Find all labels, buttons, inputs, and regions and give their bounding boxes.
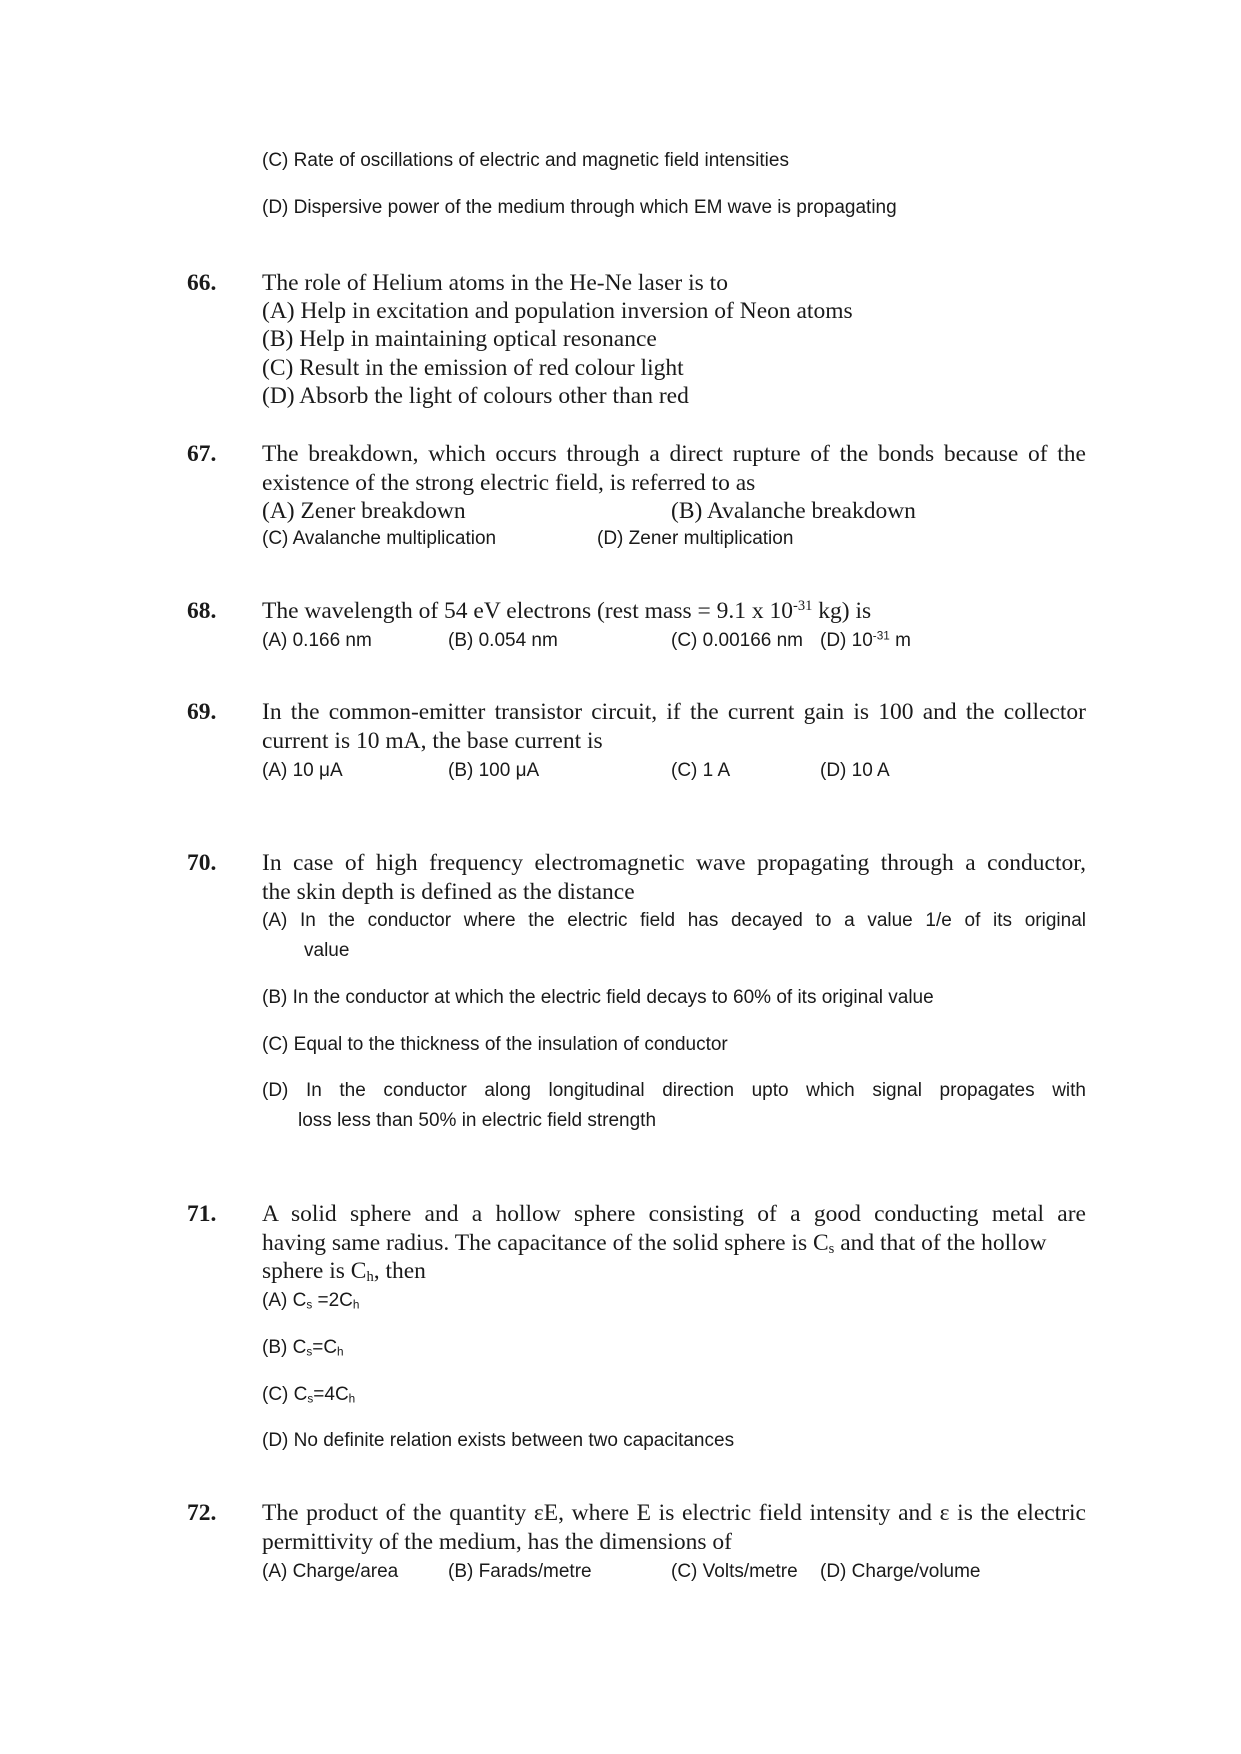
q66-option-d: (D) Absorb the light of colours other than red [262,383,689,409]
q70-option-a-line2: value [304,940,350,961]
q70-option-d-line2: loss less than 50% in electric field strength [298,1110,657,1131]
q65-option-d: (D) Dispersive power of the medium through which EM wave is propagating [262,197,897,218]
q67-number: 67. [187,441,217,467]
q71-number: 71. [187,1201,217,1227]
q67-stem-line2: existence of the strong electric field, is referred to as [262,470,756,496]
q72-stem-line2: permittivity of the medium, has the dimensions of [262,1529,732,1555]
q70-stem-line2: the skin depth is defined as the distance [262,879,635,905]
q69-option-a: (A) 10 μA [262,760,343,781]
q72-option-d: (D) Charge/volume [820,1561,981,1582]
q68-stem: The wavelength of 54 eV electrons (rest mass = 9.1 x $10^{-31}$ kg) is [262,598,872,624]
q69-stem-line2: current is 10 mA, the base current is [262,728,603,754]
q71-stem-line3: sphere is $C_h$, then [262,1258,426,1285]
q71-option-a: (A) $C_s =2C_h$ [262,1290,360,1312]
q71-stem-line1: A solid sphere and a hollow sphere consisting of a good conducting metal are [262,1201,1086,1227]
q66-stem: The role of Helium atoms in the He-Ne laser is to [262,270,728,296]
q68-option-b: (B) 0.054 nm [448,630,558,651]
q71-option-d: (D) No definite relation exists between two capacitances [262,1430,735,1451]
q67-option-a: (A) Zener breakdown [262,498,466,524]
q69-option-c: (C) 1 A [671,760,731,781]
q70-number: 70. [187,850,217,876]
q72-option-c: (C) Volts/metre [671,1561,798,1582]
q72-number: 72. [187,1500,217,1526]
q69-number: 69. [187,699,217,725]
q71-option-b: (B) $C_s=C_h$ [262,1337,344,1359]
q68-number: 68. [187,598,217,624]
q66-option-a: (A) Help in excitation and population inversion of Neon atoms [262,298,853,324]
q68-option-d: (D) $10^{-31}$ m [820,629,911,651]
q68-option-a: (A) 0.166 nm [262,630,372,651]
q70-option-b: (B) In the conductor at which the electric field decays to 60% of its original value [262,987,934,1008]
q69-option-b: (B) 100 μA [448,760,540,781]
q67-option-b: (B) Avalanche breakdown [671,498,916,524]
q72-stem-line1: The product of the quantity εE, where E is electric field intensity and ε is the electric [262,1500,1086,1526]
q66-number: 66. [187,270,217,296]
q70-option-c: (C) Equal to the thickness of the insulation of conductor [262,1034,728,1055]
q69-stem-line1: In the common-emitter transistor circuit, if the current gain is 100 and the collector [262,699,1086,725]
q70-option-d-line1: (D) In the conductor along longitudinal direction upto which signal propagates with [262,1080,1086,1101]
q66-option-b: (B) Help in maintaining optical resonance [262,326,657,352]
q68-option-c: (C) 0.00166 nm [671,630,804,651]
q70-stem-line1: In case of high frequency electromagnetic wave propagating through a conductor, [262,850,1086,876]
q71-stem-line2: having same radius. The capacitance of the solid sphere is $C_s$ and that of the hollow [262,1230,1047,1257]
q71-option-c: (C) $C_s=4C_h$ [262,1384,356,1406]
q67-stem-line1: The breakdown, which occurs through a direct rupture of the bonds because of the [262,441,1086,467]
q67-option-d: (D) Zener multiplication [597,528,794,549]
q66-option-c: (C) Result in the emission of red colour light [262,355,684,381]
q72-option-a: (A) Charge/area [262,1561,399,1582]
q65-option-c: (C) Rate of oscillations of electric and magnetic field intensities [262,150,789,171]
q70-option-a-line1: (A) In the conductor where the electric field has decayed to a value 1/e of its original [262,910,1086,931]
q72-option-b: (B) Farads/metre [448,1561,592,1582]
q69-option-d: (D) 10 A [820,760,890,781]
q67-option-c: (C) Avalanche multiplication [262,528,497,549]
